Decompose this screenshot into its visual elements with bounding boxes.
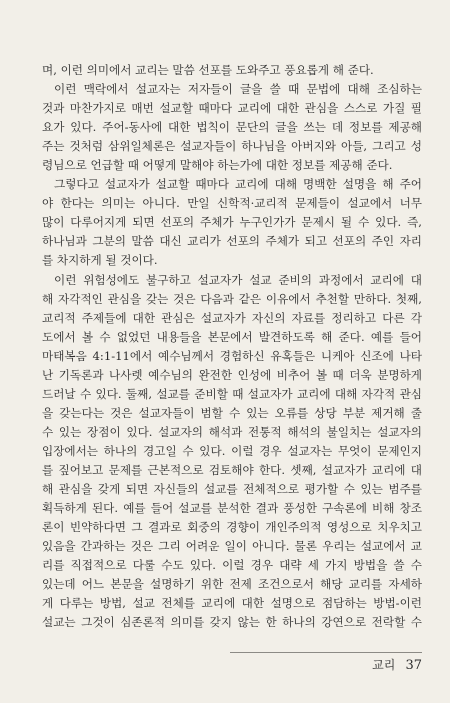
body-text: [42, 61, 422, 632]
text-line: 며, 이런 의미에서 교리는 말씀 선포를 도와주고 풍요롭게 해 준다.: [42, 63, 374, 77]
text-line: 게 다루는 방법, 설교 전체를 교리에 대한 설명으로 점담하는 방법-이런: [42, 596, 422, 611]
paragraph: [42, 175, 422, 270]
text-line: 론이 빈약하다면 그 결과로 회중의 경향이 개인주의적 영성으로 치우치고: [42, 520, 422, 535]
paragraph: [42, 61, 422, 80]
text-line: 을 갖는다는 것은 설교자들이 범할 수 있는 오류를 상당 부분 제거해 줄: [42, 405, 422, 420]
text-line: 이런 맥락에서 설교자는 저자들이 글을 쓸 때 문법에 대해 조심하는: [54, 82, 422, 97]
text-line: 하나님과 그분의 말씀 대신 교리가 선포의 주체가 되고 선포의 주인 자리: [42, 234, 422, 249]
text-line: 있음을 간과하는 것은 그리 어려운 일이 아니다. 물론 우리는 설교에서 교: [42, 539, 422, 554]
text-line: 드러날 수 있다. 둘째, 설교를 준비할 때 설교자가 교리에 대해 자각적 관심: [42, 386, 422, 401]
text-line: 교리적 주제들에 대한 관심은 설교자가 자신의 자료를 정리하고 다른 각: [42, 310, 422, 325]
text-line: 해 자각적인 관심을 갖는 것은 다음과 같은 이유에서 추천할 만하다. 첫째,: [42, 291, 422, 306]
text-line: 입장에서는 하나의 경고일 수 있다. 이럴 경우 설교자는 무엇이 문제인지: [42, 443, 422, 458]
text-line: 많이 다루어지게 되면 선포의 주체가 누구인가가 문제시 될 수 있다. 즉,: [42, 215, 422, 230]
running-footer-label: 교리: [372, 658, 396, 672]
text-line: 난 기독론과 나사렛 예수님의 완전한 인성에 비추어 볼 때 더욱 분명하게: [42, 367, 422, 382]
text-line: 수 있는 장점이 있다. 설교자의 해석과 전통적 해석의 불일치는 설교자의: [42, 424, 422, 439]
text-line: 도에서 볼 수 없었던 내용들을 본문에서 발견하도록 해 준다. 예를 들어: [42, 329, 422, 344]
text-line: 를 짚어보고 문제를 근본적으로 검토해야 한다. 셋째, 설교자가 교리에 대: [42, 462, 422, 477]
text-line: 해 관심을 갖게 되면 자신들의 설교를 전체적으로 평가할 수 있는 범주를: [42, 482, 422, 497]
text-line: 마태복음 4:1-11에서 예수님께서 경험하신 유혹들은 니케아 신조에 나타: [42, 348, 422, 363]
text-line: 리를 직접적으로 다룰 수도 있다. 이럴 경우 대략 세 가지 방법을 쓸 수: [42, 558, 422, 573]
page-footer: [230, 652, 422, 673]
text-line: 령님으로 언급할 때 어떻게 말해야 하는가에 대한 정보를 제공해 준다.: [42, 158, 393, 173]
paragraph: [42, 271, 422, 633]
text-line: 그렇다고 설교자가 설교할 때마다 교리에 대해 명백한 설명을 해 주어: [54, 177, 422, 192]
text-line: 요가 있다. 주어-동사에 대한 법칙이 문단의 글을 쓰는 데 정보를 제공해: [42, 120, 422, 135]
page-number: 37: [405, 658, 422, 673]
paragraph: [42, 80, 422, 175]
text-line: 를 차지하게 될 것이다.: [42, 253, 158, 268]
text-line: 획득하게 된다. 예를 들어 설교를 분석한 결과 풍성한 구속론에 비해 창조: [42, 501, 422, 516]
text-line: 이런 위험성에도 불구하고 설교자가 설교 준비의 과정에서 교리에 대: [54, 272, 422, 287]
text-line: 것과 마찬가지로 매번 설교할 때마다 교리에 대한 관심을 스스로 가질 필: [42, 101, 422, 116]
text-line: 설교는 그것이 심존론적 의미를 갖지 않는 한 하나의 강연으로 전락할 수: [42, 615, 422, 630]
text-line: 야 한다는 의미는 아니다. 만일 신학적·교리적 문제들이 설교에서 너무: [42, 196, 422, 211]
text-line: 있는데 어느 본문을 설명하기 위한 전제 조건으로서 해당 교리를 자세하: [42, 577, 422, 592]
text-line: 주는 것처럼 삼위일체론은 설교자들이 하나님을 아버지와 아들, 그리고 성: [42, 139, 422, 154]
